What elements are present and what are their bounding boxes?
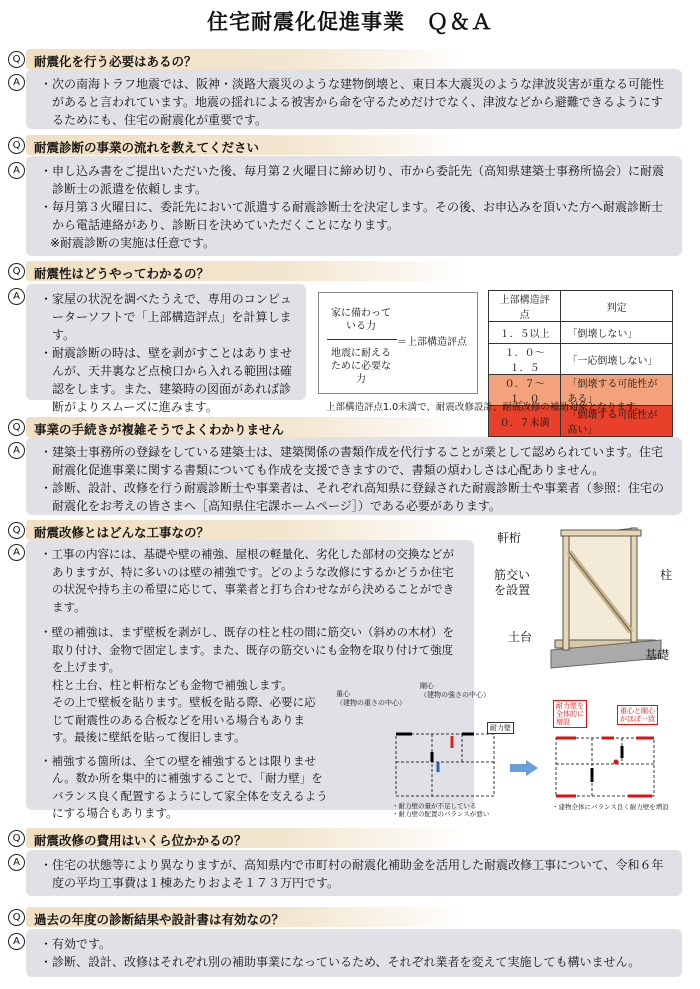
answer-text: ・壁の補強は、まず壁板を剥がし、既存の柱と柱の間に筋交い（斜めの木材）を取り付け、金物で固定します。また、既存の筋交いにも金物を取り付けて強度を上げます。: [40, 625, 454, 674]
question-bar: [26, 261, 466, 281]
answer-text: ・申し込み書をご提出いただいた後、毎月第２火曜日に締め切り、市から委託先（高知県建築士事務所協会）に耐震診断士の派遣を依頼します。: [40, 164, 665, 196]
table-header: 判定: [561, 291, 673, 322]
after-tag-1: 耐力壁を 全体的に 増設: [553, 700, 587, 728]
answer-text: 柱と土台、柱と軒桁なども金物で補強します。: [52, 677, 293, 692]
label-sujikai: 筋交い を設置: [494, 568, 531, 597]
label-goshin: 剛心 （建物の強さの中心）: [420, 682, 490, 699]
after-tag-2: 重心と剛心 がほぼ一致: [617, 705, 658, 725]
a-mark: A: [8, 544, 25, 561]
table-row: [489, 322, 673, 344]
a-mark: A: [8, 933, 25, 950]
a-mark: A: [8, 442, 25, 459]
answer-text: ・次の南海トラフ地震では、阪神・淡路大震災のような建物倒壊と、東日本大震災のような津波災害が重なる可能性があると言われています。地震の揺れによる被害から命を守るためだけでなく、津波などから避難できるようにするためにも、住宅の耐震化が重要です。: [40, 77, 665, 127]
question-text: 耐震性はどうやってわかるの？: [34, 266, 210, 281]
question-text: 耐震化を行う必要はあるの？: [34, 54, 197, 69]
label-juushin: 重心 （建物の重さの中心）: [336, 690, 406, 707]
after-note: ・建物全体にバランス良く耐力壁を増設: [552, 803, 669, 811]
label-noki: 軒桁: [497, 531, 522, 545]
answer-text: ・耐震診断の時は、壁を剥がすことはありませんが、天井裏など点検口から入れる範囲は確認をします。また、建築時の図面があれば診断がよりスムーズに進みます。: [40, 346, 293, 414]
q-mark: Q: [8, 51, 25, 68]
score-note: 上部構造評点1.0未満で、耐震改修設計、耐震改修の補助対象となります。: [326, 402, 645, 413]
question-bar: [26, 49, 466, 69]
answer-box: [26, 156, 682, 256]
answer-box: [26, 284, 306, 414]
question-text: 事業の手続きが複雑そうでよくわかりません: [34, 422, 285, 437]
answer-text: ・有効です。: [40, 937, 112, 951]
question-text: 耐震診断の事業の流れを教えてください: [34, 140, 260, 155]
a-mark: A: [8, 854, 25, 871]
q-mark: Q: [8, 909, 25, 926]
answer-text: その上で壁板を貼ります。壁板を貼る際、必要に応じて耐震性のある合板などを用いる場合もあります。最後に壁紙を貼って復旧します。: [52, 695, 316, 744]
table-cell: 「倒壊する可能性がある」: [561, 375, 673, 406]
question-text: 耐震改修とはどんな工事なの？: [34, 525, 210, 540]
answer-text: ・住宅の状態等により異なりますが、高知県内で市町村の耐震化補助金を活用した耐震改修工事について、令和６年度の平均工事費は１棟あたりおよそ１７３万円です。: [40, 858, 664, 890]
arrow-icon: [510, 760, 538, 776]
table-cell: １．０～１．５: [489, 344, 561, 375]
answer-text: ・診断、設計、改修を行う耐震診断士や事業者は、それぞれ高知県に登録された耐震診断士や事業者（参照：住宅の耐震化をお考えの皆さまへ［高知県住宅課ホームページ］）である必要があります。: [40, 481, 665, 513]
table-cell: 「倒壊しない」: [561, 322, 673, 344]
q-mark: Q: [8, 137, 25, 154]
q-mark: Q: [8, 263, 25, 280]
answer-text: ・工事の内容には、基礎や壁の補強、屋根の軽量化、劣化した部材の交換などがありますが、特に多いのは壁の補強です。どのような改修にするかどうか住宅の状況や持ち主の希望に応じて、事業者と打ち合わせながら決めることができます。: [40, 547, 455, 614]
question-bar: [26, 520, 466, 540]
answer-box: [26, 850, 682, 896]
question-bar: [26, 907, 466, 927]
a-mark: A: [8, 288, 25, 305]
page-title: 住宅耐震化促進事業 Ｑ＆Ａ: [207, 10, 493, 34]
question-text: 過去の年度の診断結果や設計書は有効なの？: [34, 912, 285, 927]
question-text: 耐震改修の費用はいくら位かかるの？: [34, 833, 247, 848]
table-header: 上部構造評点: [489, 291, 561, 322]
table-cell: １．５以上: [489, 322, 561, 344]
label-dodai: 土台: [508, 630, 533, 644]
table-cell: 「一応倒壊しない」: [561, 344, 673, 375]
formula-numerator: 家に備わっている力: [331, 308, 391, 332]
formula-line: [327, 339, 397, 340]
table-cell: ０．７～１．０: [489, 375, 561, 406]
a-mark: A: [8, 162, 25, 179]
formula-denominator: 地震に耐えるために必要な力: [331, 348, 391, 385]
table-cell: ０．７未満: [489, 406, 561, 437]
question-bar: [26, 135, 466, 155]
answer-text: ・毎月第３火曜日に、委託先において派遣する耐震診断士を決定します。その後、お申込みを頂いた方へ耐震診断士から電話連絡があり、診断日を決めていただくことになります。: [40, 200, 664, 232]
table-row: [489, 344, 673, 375]
answer-text: ・補強する箇所は、全ての壁を補強するとは限りません。数か所を集中的に補強することで、「耐力壁」をバランス良く配置するようにして家全体を支えるようにする場合もあります。: [40, 753, 328, 820]
answer-box: [26, 69, 682, 129]
question-bar: [26, 417, 466, 437]
answer-box: [26, 929, 682, 977]
formula-box: [318, 292, 478, 394]
label-kiso: 基礎: [645, 648, 670, 662]
label-hashira: 柱: [660, 568, 673, 582]
formula-result: ＝上部構造評点: [397, 337, 467, 348]
a-mark: A: [8, 74, 25, 91]
q-mark: Q: [8, 830, 25, 847]
q-mark: Q: [8, 419, 25, 436]
plan-after: [552, 712, 662, 800]
answer-text: ※耐震診断の実施は任意です。: [50, 236, 216, 250]
question-bar: [26, 828, 466, 848]
answer-text: ・建築士事務所の登録をしている建築士は、建築関係の書類作成を代行することが業として認められています。住宅耐震化促進事業に関する書類についても作成を支援できますので、書類の煩わしさは心配ありません。: [40, 445, 664, 477]
answer-box: [26, 437, 682, 515]
table-cell: 「倒壊する可能性が高い」: [561, 406, 673, 437]
plan-before: [392, 712, 498, 800]
score-table: [488, 290, 673, 437]
q-mark: Q: [8, 522, 25, 539]
answer-text: ・家屋の状況を調べたうえで、専用のコンピューターソフトで「上部構造評点」を計算します。: [40, 292, 292, 342]
answer-text: ・診断、設計、改修はそれぞれ別の補助事業になっているため、それぞれ業者を変えて実施しても構いません。: [40, 955, 641, 969]
label-tairyokuheki: 耐力壁: [487, 722, 514, 734]
before-note: ・耐力壁の量が不足している ・耐力壁の配置のバランスが悪い: [392, 802, 490, 818]
